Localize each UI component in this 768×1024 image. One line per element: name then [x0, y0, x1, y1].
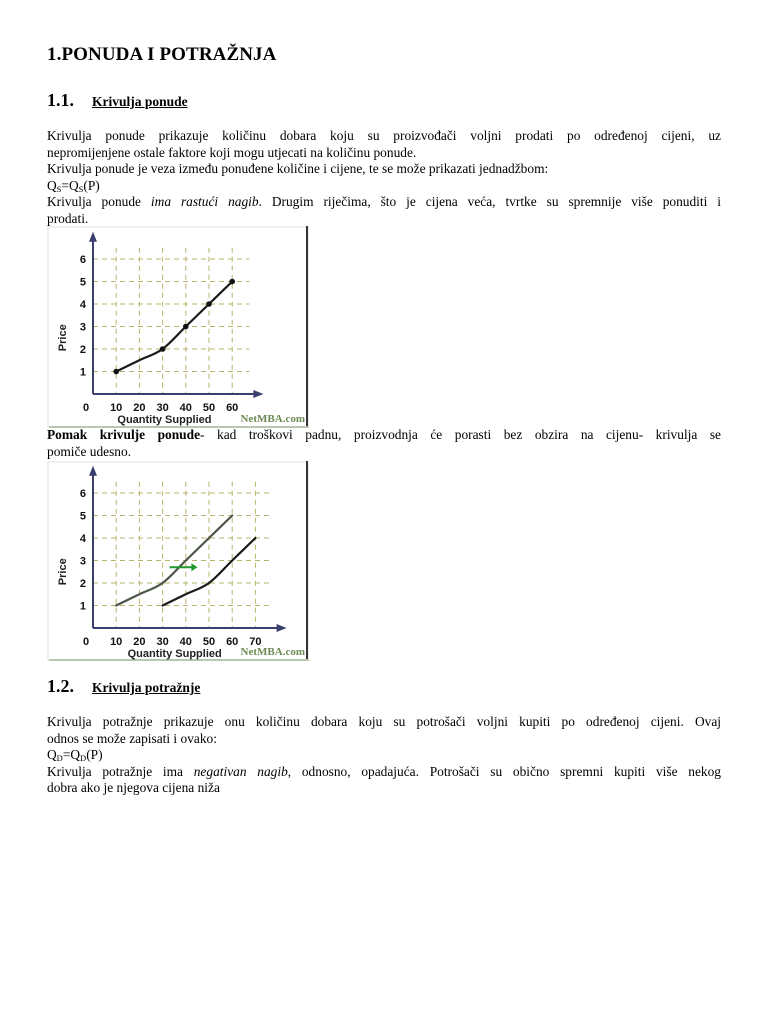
x-tick-label: 20: [133, 636, 146, 648]
text-line: pomiče udesno.: [47, 443, 132, 459]
x-tick-label: 60: [226, 402, 239, 414]
y-tick-label: 4: [79, 299, 86, 311]
text-line: dobra ako je njegova cijena niža: [47, 780, 220, 795]
data-point: [160, 346, 166, 352]
y-tick-label: 3: [79, 555, 86, 568]
supply-curve-figure: [47, 226, 309, 428]
y-tick-label: 1: [79, 600, 86, 613]
demand-definition-paragraph: [47, 714, 721, 797]
demand-equation: $Q_D=Q_D(P)$: [47, 747, 103, 763]
y-tick-label: 5: [79, 510, 86, 523]
section-number: 1.1.: [47, 90, 74, 110]
y-tick-label: 6: [79, 488, 86, 500]
data-point: [113, 369, 119, 375]
text-line: odnos se može zapisati i ovako:: [47, 730, 217, 746]
data-point: [206, 301, 212, 307]
y-tick-label: 6: [79, 254, 86, 266]
supply-definition-paragraph: [47, 128, 721, 227]
watermark-label: NetMBA.com: [240, 646, 305, 658]
y-tick-label: 2: [79, 578, 86, 590]
text-line: Krivulja potražnje ima negativan nagib, odnosno, opadajuća. Potrošači su obično spremni kupiti više nekog: [47, 763, 721, 779]
x-tick-label: 20: [133, 402, 146, 414]
y-tick-label: 3: [79, 321, 86, 334]
y-axis-label: Price: [57, 324, 69, 352]
y-tick-label: 2: [79, 344, 86, 356]
data-point: [229, 279, 235, 285]
text-line: Krivulja ponude ima rastući nagib. Drugim riječima, što je cijena veća, tvrtke su spremnije više ponuditi i: [47, 194, 721, 209]
supply-shift-chart: [47, 461, 309, 661]
supply-shift-figure: [47, 461, 309, 661]
x-tick-label: 40: [179, 402, 192, 414]
section-heading-supply: [47, 90, 188, 111]
x-tick-label: 30: [156, 636, 169, 648]
page-title: 1.PONUDA I POTRAŽNJA: [47, 44, 277, 65]
section-number: 1.2.: [47, 676, 74, 696]
x-axis-label: Quantity Supplied: [117, 414, 212, 426]
x-tick-label: 50: [202, 636, 216, 648]
x-tick-label: 50: [202, 402, 216, 414]
section-title: Krivulja ponude: [92, 94, 188, 109]
x-tick-label: 10: [110, 402, 123, 414]
x-tick-label: 30: [156, 402, 169, 414]
y-tick-label: 5: [79, 276, 86, 289]
x-tick-label: 10: [110, 636, 123, 648]
section-title: Krivulja potražnje: [92, 680, 201, 695]
text-line: Krivulja potražnje prikazuje onu količinu dobara koju su potrošači voljni kupiti po određenoj cijeni. Ovaj: [47, 714, 721, 729]
x-tick-label: 0: [82, 636, 90, 648]
text-line: Krivulja ponude je veza između ponuđene količine i cijene, te se može prikazati jednadžbom:: [47, 161, 549, 176]
supply-shift-paragraph: [47, 427, 721, 460]
text-line: Pomak krivulje ponude- kad troškovi padnu, proizvodnja će porasti bez obzira na cijenu- krivulja se: [47, 427, 721, 442]
supply-curve-chart: [47, 226, 309, 428]
x-tick-label: 70: [249, 636, 262, 648]
data-point: [183, 324, 189, 330]
text-line: nepromijenjene ostale faktore koji mogu utjecati na količinu ponude.: [47, 144, 417, 160]
x-tick-label: 60: [226, 636, 239, 648]
text-line: Krivulja ponude prikazuje količinu dobara koju su proizvođači voljni prodati po određenoj cijeni, uz: [47, 128, 721, 143]
supply-equation: $Q_S=Q_S(P)$: [47, 177, 100, 194]
y-tick-label: 1: [79, 366, 86, 379]
y-axis-label: Price: [57, 558, 69, 586]
text-line: prodati.: [47, 210, 89, 226]
y-tick-label: 4: [79, 533, 86, 545]
watermark-label: NetMBA.com: [240, 413, 305, 425]
x-tick-label: 0: [82, 402, 90, 414]
section-heading-demand: [47, 676, 200, 697]
x-axis-label: Quantity Supplied: [127, 648, 222, 660]
x-tick-label: 40: [179, 636, 192, 648]
